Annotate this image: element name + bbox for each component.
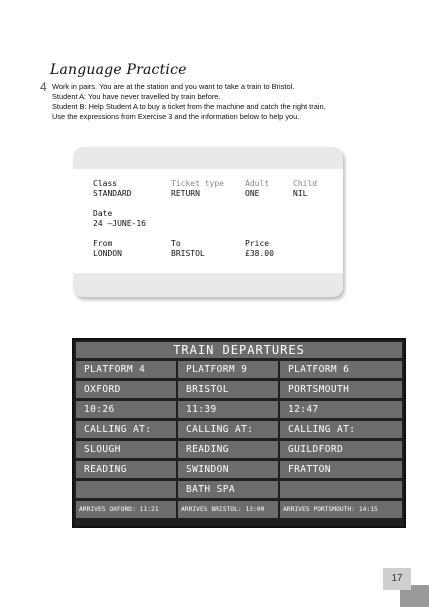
board-stop	[280, 481, 402, 498]
board-stop: GUILDFORD	[280, 441, 402, 458]
board-departure-time: 12:47	[280, 401, 402, 418]
ticket-adult-label: Adult	[245, 179, 270, 188]
ticket-price	[245, 239, 274, 259]
board-stop: BATH SPA	[178, 481, 278, 498]
board-platform: PLATFORM 9	[178, 361, 278, 378]
instruction-line: Student B: Help Student A to buy a ticket from the machine and catch the right train.	[52, 102, 326, 111]
board-arrival: ARRIVES BRISTOL: 13:00	[178, 501, 278, 518]
board-platform: PLATFORM 4	[76, 361, 176, 378]
ticket-price-label: Price	[245, 239, 270, 248]
board-departure-time: 10:26	[76, 401, 176, 418]
ticket-from-label: From	[93, 239, 113, 248]
board-destination: PORTSMOUTH	[280, 381, 402, 398]
ticket-child-label: Child	[293, 179, 318, 188]
ticket-to-label: To	[171, 239, 181, 248]
ticket-to-value: BRISTOL	[171, 249, 205, 258]
board-stop: READING	[76, 461, 176, 478]
board-stop: SWINDON	[178, 461, 278, 478]
board-platform: PLATFORM 6	[280, 361, 402, 378]
ticket-body	[73, 169, 343, 273]
ticket-class	[93, 179, 132, 199]
ticket-child-value: NIL	[293, 189, 308, 198]
board-stop: FRATTON	[280, 461, 402, 478]
ticket-from	[93, 239, 122, 259]
ticket-type	[171, 179, 224, 199]
ticket-type-label: Ticket type	[171, 179, 224, 188]
board-calling-label: CALLING AT:	[178, 421, 278, 438]
board-stop: SLOUGH	[76, 441, 176, 458]
ticket-type-value: RETURN	[171, 189, 200, 198]
instruction-line: Student A: You have never travelled by train before.	[52, 92, 221, 101]
board-arrival: ARRIVES OXFORD: 11:21	[76, 501, 176, 518]
instruction-line: Work in pairs. You are at the station and you want to take a train to Bristol.	[52, 82, 295, 91]
instruction-line: Use the expressions from Exercise 3 and the information below to help you.	[52, 112, 300, 121]
board-stop	[76, 481, 176, 498]
exercise-number: 4	[40, 80, 47, 94]
ticket-class-value: STANDARD	[93, 189, 132, 198]
board-calling-label: CALLING AT:	[76, 421, 176, 438]
ticket-from-value: LONDON	[93, 249, 122, 258]
board-destination: BRISTOL	[178, 381, 278, 398]
instructions	[52, 82, 412, 122]
train-departures-board	[72, 338, 406, 528]
board-arrival: ARRIVES PORTSMOUTH: 14:15	[280, 501, 402, 518]
ticket-adult	[245, 179, 269, 199]
board-departure-time: 11:39	[178, 401, 278, 418]
board-calling-label: CALLING AT:	[280, 421, 402, 438]
section-title: Language Practice	[50, 62, 187, 78]
ticket-child	[293, 179, 317, 199]
ticket-date-label: Date	[93, 209, 113, 218]
board-stop: READING	[178, 441, 278, 458]
board-destination: OXFORD	[76, 381, 176, 398]
page-number: 17	[383, 568, 411, 590]
ticket-date	[93, 209, 146, 229]
board-title: TRAIN DEPARTURES	[76, 342, 402, 358]
ticket-date-value: 24 –JUNE-16	[93, 219, 146, 228]
train-ticket	[73, 147, 343, 297]
ticket-class-label: Class	[93, 179, 118, 188]
ticket-adult-value: ONE	[245, 189, 260, 198]
ticket-to	[171, 239, 205, 259]
ticket-price-value: £38.00	[245, 249, 274, 258]
